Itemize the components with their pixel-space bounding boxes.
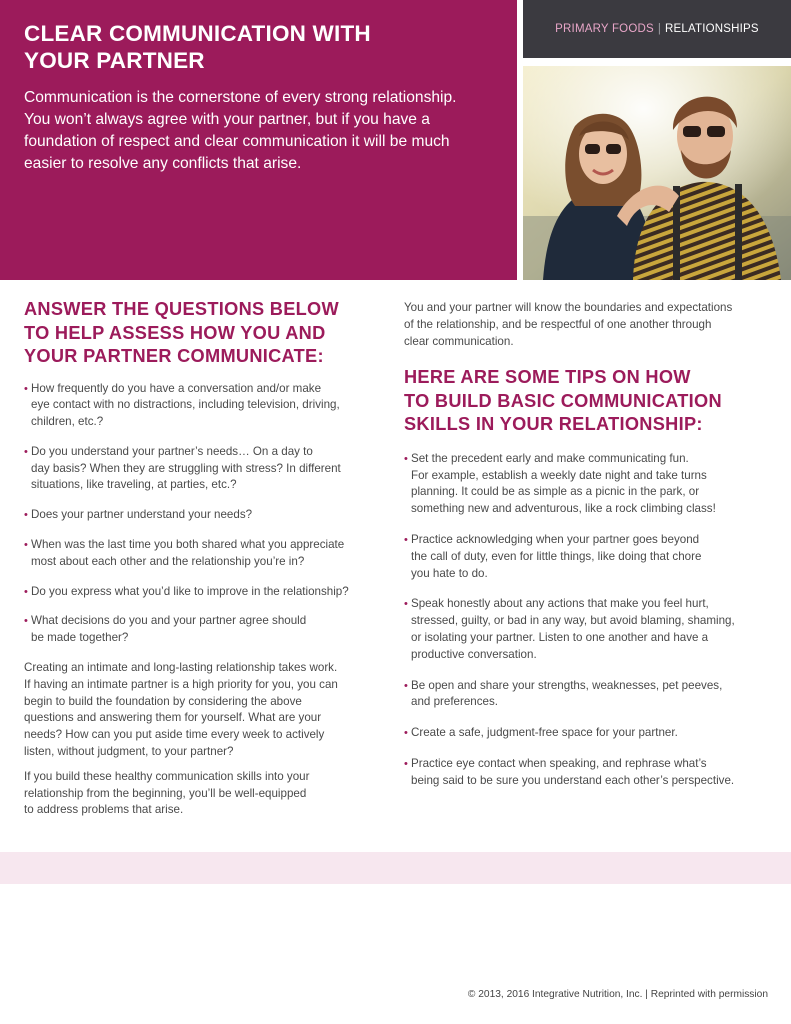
bullet-icon: •	[24, 445, 28, 458]
intro-paragraph: Communication is the cornerstone of every strong relationship. You won’t always agree with your partner, but if you have a foundation of respect and clear communication it will be much easier to resolve any conflicts that arise.	[24, 89, 457, 172]
tag-separator: |	[657, 23, 662, 35]
list-item: • Practice acknowledging when your partner goes beyond the call of duty, even for little things, like doing that chore you hate to do.	[404, 533, 702, 580]
bullet-icon: •	[404, 727, 408, 740]
category-tag	[523, 0, 791, 58]
questions-heading: ANSWER THE QUESTIONS BELOW TO HELP ASSESS HOW YOU AND YOUR PARTNER COMMUNICATE:	[24, 299, 339, 366]
couple-photo-illustration	[523, 66, 791, 280]
list-item: • How frequently do you have a conversation and/or make eye contact with no distractions, including television, driving, children, etc.?	[24, 381, 340, 429]
bullet-icon: •	[404, 534, 408, 547]
right-column	[404, 300, 772, 804]
list-item: • Create a safe, judgment-free space for your partner.	[404, 725, 772, 742]
boundaries-paragraph: You and your partner will know the boundaries and expectations of the relationship, and be respectful of one another through clear communication.	[404, 301, 733, 348]
list-item: • Speak honestly about any actions that make you feel hurt, stressed, guilty, or bad in any way, but avoid blaming, shaming, or isolating your partner. Listen to one another and have a productive conversation.	[404, 597, 735, 661]
hero-banner	[0, 0, 517, 280]
bullet-icon: •	[24, 539, 28, 552]
list-item: • Do you understand your partner’s needs… On a day to day basis? When they are struggling with stress? In different situations, like traveling, at parties, etc.?	[24, 444, 341, 492]
bullet-icon: •	[24, 615, 28, 628]
bullet-icon: •	[24, 382, 28, 395]
bullet-icon: •	[404, 452, 408, 465]
left-column	[24, 298, 386, 827]
bullet-icon: •	[24, 585, 28, 598]
bullet-icon: •	[24, 509, 28, 522]
relationship-work-paragraph: Creating an intimate and long-lasting relationship takes work. If having an intimate partner is a high priority for you, you can begin to build the foundation by considering the above questions and answering them for yourself. What are your needs? How can you put aside time every week to actively listen, without judgment, to your partner?	[24, 661, 338, 759]
couple-photo	[523, 66, 791, 280]
tag-primary-foods: PRIMARY FOODS	[555, 23, 654, 35]
healthy-skills-paragraph: If you build these healthy communication skills into your relationship from the beginning, you’ll be well-equipped to address problems that arise.	[24, 769, 310, 817]
list-item: • Do you express what you’d like to improve in the relationship?	[24, 584, 386, 601]
list-item: • Practice eye contact when speaking, and rephrase what’s being said to be sure you understand each other’s perspective.	[404, 757, 735, 787]
questions-list	[24, 381, 386, 648]
list-item: • Be open and share your strengths, weaknesses, pet peeves, and preferences.	[404, 678, 723, 709]
tips-heading: HERE ARE SOME TIPS ON HOW TO BUILD BASIC COMMUNICATION SKILLS IN YOUR RELATIONSHIP:	[404, 367, 722, 435]
list-item: • When was the last time you both shared what you appreciate most about each other and the relationship you’re in?	[24, 538, 345, 568]
decorative-band	[0, 852, 791, 884]
page-title: CLEAR COMMUNICATION WITH YOUR PARTNER	[24, 21, 371, 73]
list-item: • Does your partner understand your needs?	[24, 507, 386, 524]
bullet-icon: •	[404, 598, 408, 611]
tag-relationships: RELATIONSHIPS	[665, 23, 759, 35]
bullet-icon: •	[404, 758, 408, 771]
list-item: • What decisions do you and your partner agree should be made together?	[24, 614, 307, 645]
list-item: • Set the precedent early and make communicating fun. For example, establish a weekly date night and take turns planning. It could be as simple as a picnic in the park, or something new and adventurous, like a rock climbing class!	[404, 451, 716, 516]
copyright-footer: © 2013, 2016 Integrative Nutrition, Inc. | Reprinted with permission	[467, 989, 768, 1000]
bullet-icon: •	[404, 679, 408, 692]
tips-list	[404, 451, 772, 790]
